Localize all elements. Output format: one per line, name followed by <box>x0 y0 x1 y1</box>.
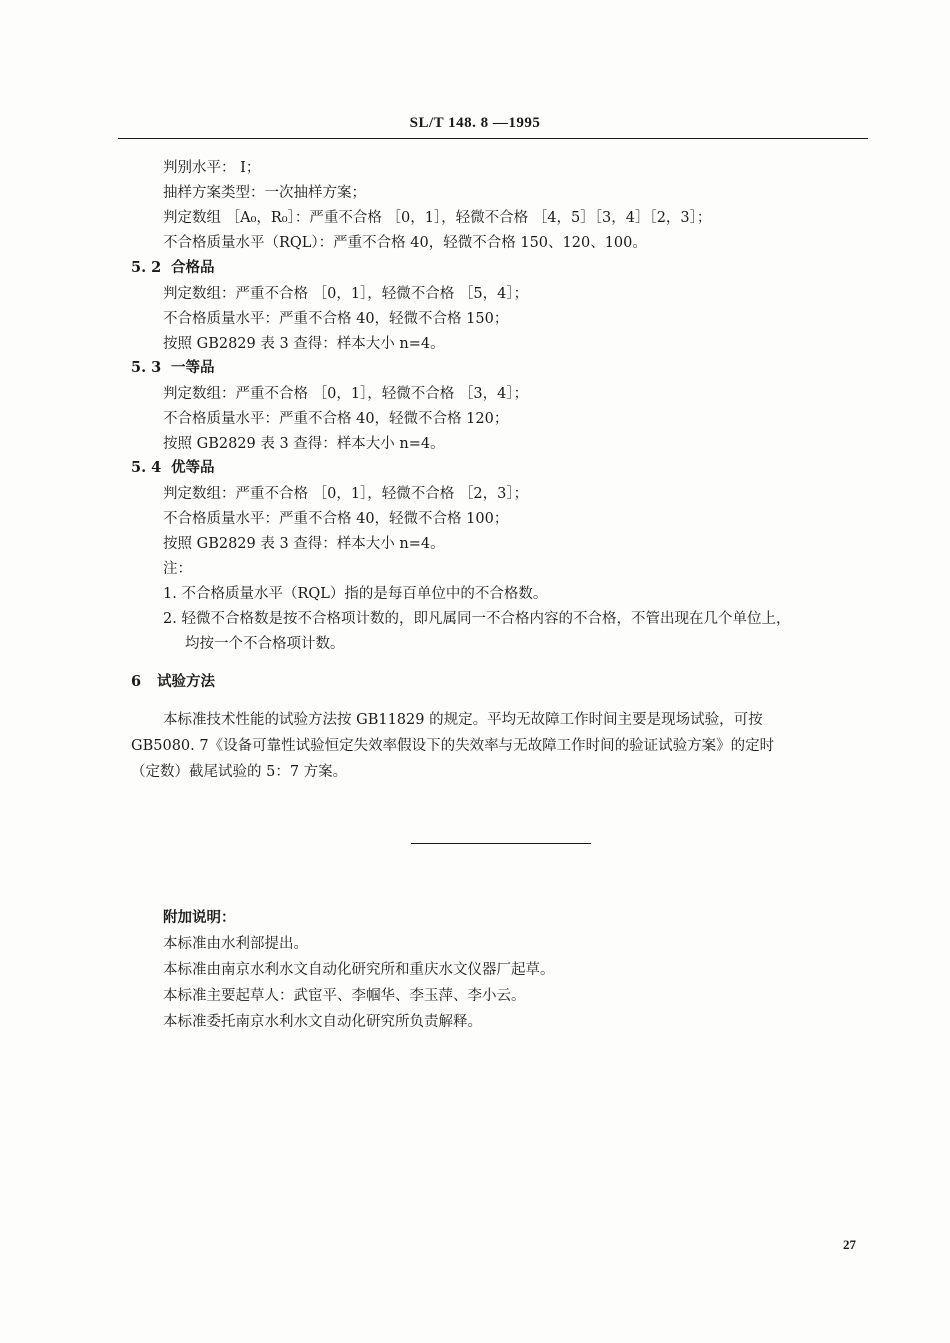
section-heading <box>131 672 215 692</box>
supplement-line: 本标准主要起草人：武宦平、李帼华、李玉萍、李小云。 <box>163 988 526 1004</box>
paragraph-line: GB5080. 7《设备可靠性试验恒定失效率假设下的失效率与无故障工作时间的验证试验方案》的定时 <box>131 738 775 754</box>
text-line: 按照 GB2829 表 3 查得：样本大小 n=4。 <box>163 536 445 552</box>
text-line: 按照 GB2829 表 3 查得：样本大小 n=4。 <box>163 336 445 352</box>
section-heading <box>131 358 215 378</box>
text-line: 判别水平： Ⅰ； <box>163 160 261 176</box>
section-divider <box>411 843 591 844</box>
note-item: 2. 轻微不合格数是按不合格项计数的，即凡属同一不合格内容的不合格，不管出现在几个单位上， <box>163 611 791 627</box>
text-line: 判定数组：严重不合格 ［0，1］，轻微不合格 ［5，4］； <box>163 286 529 302</box>
notes-label: 注： <box>163 561 192 577</box>
section-title: 合格品 <box>171 259 215 276</box>
note-item-continuation: 均按一个不合格项计数。 <box>185 636 345 652</box>
text-line: 不合格质量水平（RQL）：严重不合格 40，轻微不合格 150、120、100。 <box>163 235 647 251</box>
supplement-line: 本标准由水利部提出。 <box>163 936 308 952</box>
note-item: 1. 不合格质量水平（RQL）指的是每百单位中的不合格数。 <box>163 586 548 602</box>
section-title: 优等品 <box>171 459 215 476</box>
section-heading <box>131 258 215 278</box>
page-number: 27 <box>843 1237 856 1252</box>
text-line: 判定数组：严重不合格 ［0，1］，轻微不合格 ［2，3］； <box>163 486 529 502</box>
text-line: 按照 GB2829 表 3 查得：样本大小 n=4。 <box>163 436 445 452</box>
supplement-line: 本标准委托南京水利水文自动化研究所负责解释。 <box>163 1014 482 1030</box>
section-number: 5. 3 <box>131 359 162 376</box>
paragraph-line: （定数）截尾试验的 5：7 方案。 <box>131 764 348 780</box>
section-heading <box>131 458 215 478</box>
text-line: 不合格质量水平：严重不合格 40，轻微不合格 150； <box>163 311 509 327</box>
paragraph-line: 本标准技术性能的试验方法按 GB11829 的规定。平均无故障工作时间主要是现场试验，可按 <box>163 712 763 728</box>
section-number: 5. 4 <box>131 459 162 476</box>
text-line: 抽样方案类型：一次抽样方案； <box>163 185 366 201</box>
section-title: 试验方法 <box>157 673 215 690</box>
section-number: 5. 2 <box>131 259 162 276</box>
page-header-title: SL/T 148. 8 —1995 <box>409 115 541 131</box>
section-number: 6 <box>131 673 142 690</box>
supplement-title: 附加说明： <box>163 909 236 926</box>
text-line: 判定数组：严重不合格 ［0，1］，轻微不合格 ［3，4］； <box>163 386 529 402</box>
text-line: 判定数组 ［A₀，R₀］：严重不合格 ［0，1］，轻微不合格 ［4，5］［3，4］［2，3］； <box>163 210 712 226</box>
header-rule <box>118 138 868 139</box>
supplement-line: 本标准由南京水利水文自动化研究所和重庆水文仪器厂起草。 <box>163 962 555 978</box>
text-line: 不合格质量水平：严重不合格 40，轻微不合格 100； <box>163 511 509 527</box>
section-title: 一等品 <box>171 359 215 376</box>
text-line: 不合格质量水平：严重不合格 40，轻微不合格 120； <box>163 411 509 427</box>
